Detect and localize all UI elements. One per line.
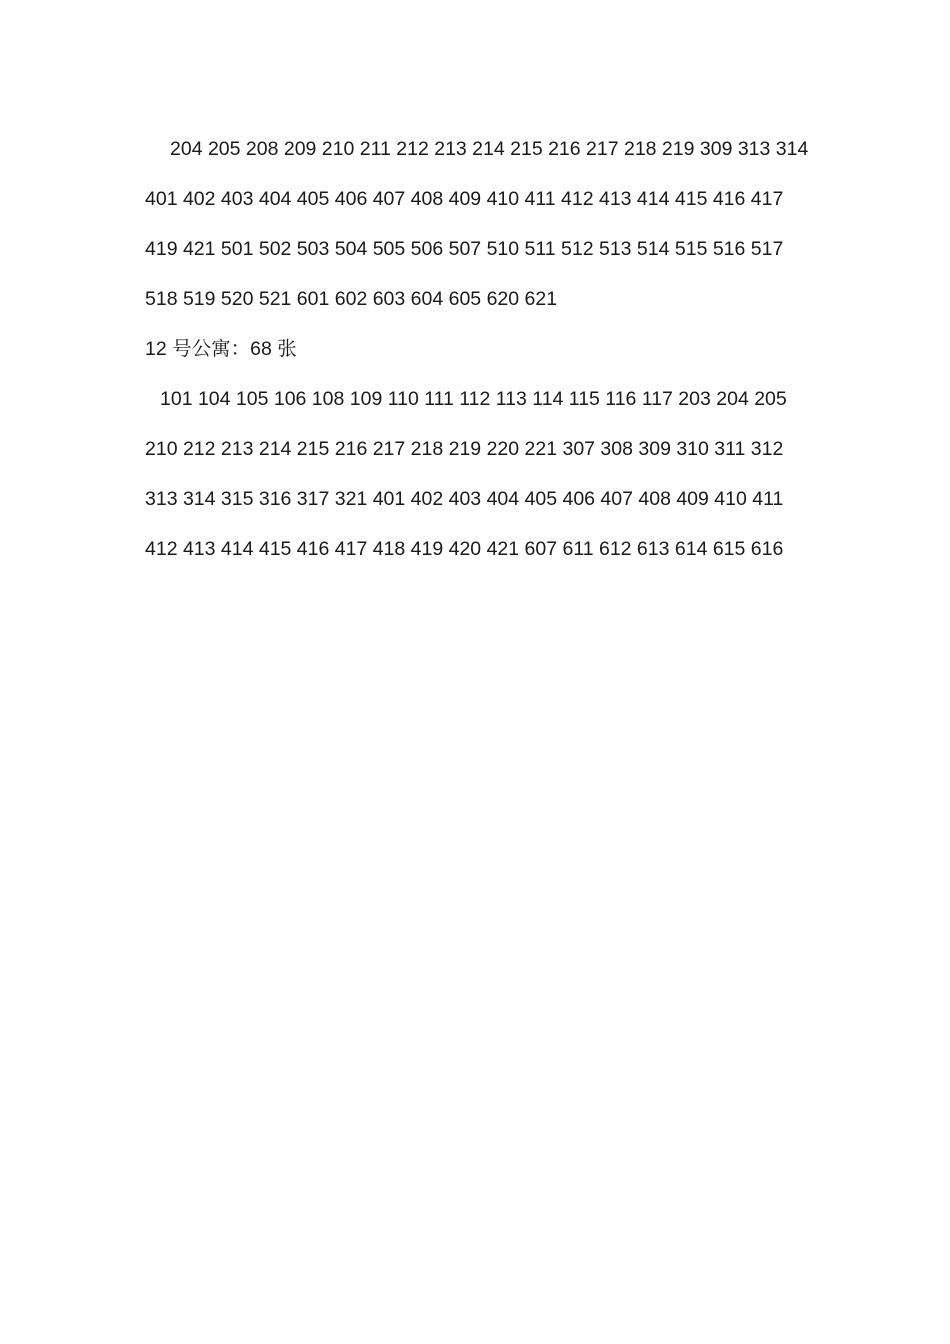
document-body [145,124,810,574]
apartment-heading: 12 号公寓：68 张 [145,338,297,360]
room-list-paragraph: 101 104 105 106 108 109 110 111 112 113 114 115 116 117 203 204 205 210 212 213 214 215 216 217 218 219 220 221 307 308 309 310 311 312 313 314 315 316 317 321 401 402 403 404 405 406 407 408 409 410 411 412 413 414 415 416 417 418 419 420 421 607 611 612 613 614 615 616 [145,388,787,560]
room-list-paragraph: 204 205 208 209 210 211 212 213 214 215 216 217 218 219 309 313 314 401 402 403 404 405 406 407 408 409 410 411 412 413 414 415 416 417 419 421 501 502 503 504 505 506 507 510 511 512 513 514 515 516 517 518 519 520 521 601 602 603 604 605 620 621 [145,138,809,310]
